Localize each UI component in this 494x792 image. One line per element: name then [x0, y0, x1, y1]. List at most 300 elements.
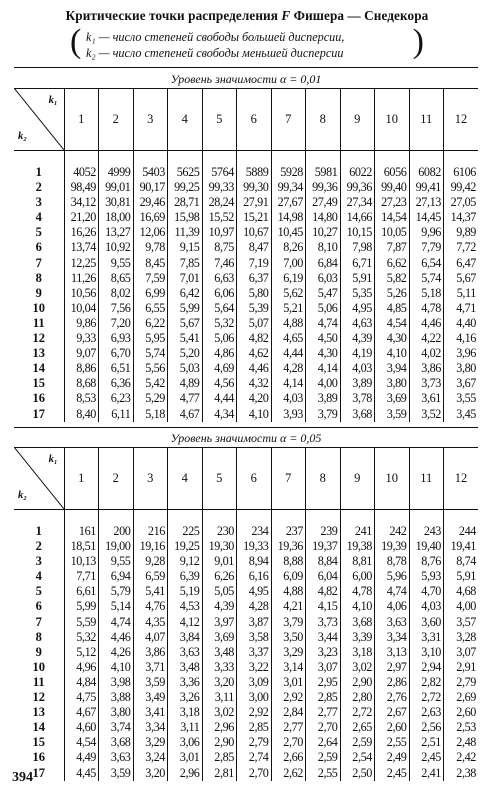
- critical-value: 4052: [64, 165, 99, 180]
- critical-value: 2,64: [306, 735, 341, 750]
- critical-value: 29,46: [133, 195, 168, 210]
- table-row: [14, 524, 478, 539]
- critical-value: 3,02: [340, 660, 375, 675]
- critical-value: 18,51: [64, 539, 99, 554]
- column-header: 8: [306, 88, 341, 151]
- critical-value: 8,02: [99, 286, 134, 301]
- critical-value: 4,78: [340, 584, 375, 599]
- critical-value: 8,75: [202, 240, 237, 255]
- critical-value: 2,85: [202, 750, 237, 765]
- critical-value: 6,36: [99, 376, 134, 391]
- significance-level-2: Уровень значимости α = 0,05: [170, 431, 322, 445]
- critical-value: 6,94: [99, 569, 134, 584]
- table-row: [14, 569, 478, 584]
- critical-value: 14,37: [444, 210, 479, 225]
- critical-value: 5,05: [202, 584, 237, 599]
- critical-value: 4,60: [64, 720, 99, 735]
- critical-value: 6,22: [133, 316, 168, 331]
- critical-value: 9,01: [202, 554, 237, 569]
- critical-value: 2,59: [340, 735, 375, 750]
- table-alpha-005: [14, 447, 478, 781]
- critical-value: 4,76: [133, 599, 168, 614]
- critical-value: 99,33: [202, 180, 237, 195]
- critical-value: 5625: [168, 165, 203, 180]
- column-header: 3: [133, 88, 168, 151]
- critical-value: 3,69: [375, 391, 410, 406]
- critical-value: 4,03: [340, 361, 375, 376]
- critical-value: 3,02: [202, 705, 237, 720]
- critical-value: 3,01: [168, 750, 203, 765]
- critical-value: 4,30: [375, 331, 410, 346]
- critical-value: 34,12: [64, 195, 99, 210]
- critical-value: 19,25: [168, 539, 203, 554]
- critical-value: 3,59: [375, 407, 410, 422]
- k2-value: 6: [35, 240, 42, 255]
- critical-value: 2,62: [271, 766, 306, 781]
- critical-value: 27,34: [340, 195, 375, 210]
- critical-value: 19,36: [271, 539, 306, 554]
- critical-value: 3,20: [202, 675, 237, 690]
- critical-value: 8,45: [133, 256, 168, 271]
- critical-value: 16,26: [64, 225, 99, 240]
- critical-value: 2,96: [202, 720, 237, 735]
- critical-value: 244: [444, 524, 479, 539]
- k2-value: 12: [32, 331, 45, 346]
- critical-value: 4,89: [168, 376, 203, 391]
- critical-value: 27,67: [271, 195, 306, 210]
- critical-value: 3,29: [271, 645, 306, 660]
- critical-value: 4,39: [202, 599, 237, 614]
- table-row: [14, 225, 478, 240]
- critical-value: 3,44: [306, 630, 341, 645]
- critical-value: 8,84: [306, 554, 341, 569]
- critical-value: 7,00: [271, 256, 306, 271]
- critical-value: 4,86: [202, 346, 237, 361]
- critical-value: 9,15: [168, 240, 203, 255]
- critical-value: 2,85: [237, 720, 272, 735]
- critical-value: 5,56: [133, 361, 168, 376]
- critical-value: 7,98: [340, 240, 375, 255]
- critical-value: 6,59: [133, 569, 168, 584]
- critical-value: 5,03: [168, 361, 203, 376]
- critical-value: 2,51: [409, 735, 444, 750]
- k2-value: 8: [35, 629, 42, 644]
- critical-value: 2,79: [444, 675, 479, 690]
- critical-value: 99,34: [271, 180, 306, 195]
- critical-value: 5,41: [168, 331, 203, 346]
- critical-value: 3,67: [444, 376, 479, 391]
- table-row: [14, 165, 478, 180]
- critical-value: 4,19: [340, 346, 375, 361]
- spacer-cell: [409, 151, 444, 166]
- k2-value: 15: [32, 376, 45, 391]
- critical-value: 12,06: [133, 225, 168, 240]
- critical-value: 2,77: [306, 705, 341, 720]
- critical-value: 9,07: [64, 346, 99, 361]
- critical-value: 2,77: [271, 720, 306, 735]
- critical-value: 4,10: [375, 346, 410, 361]
- table-row: [14, 690, 478, 705]
- critical-value: 3,79: [306, 407, 341, 422]
- table-row: [14, 240, 478, 255]
- critical-value: 4,40: [444, 316, 479, 331]
- critical-value: 3,89: [306, 391, 341, 406]
- critical-value: 3,28: [444, 630, 479, 645]
- critical-value: 4,63: [340, 316, 375, 331]
- critical-value: 3,58: [237, 630, 272, 645]
- critical-value: 19,30: [202, 539, 237, 554]
- spacer-cell: [306, 151, 341, 166]
- column-header: 1: [64, 447, 99, 510]
- k1-label: k₁: [48, 454, 58, 465]
- table-row: [14, 539, 478, 554]
- table-row: [14, 376, 478, 391]
- critical-value: 15,98: [168, 210, 203, 225]
- critical-value: 3,45: [444, 407, 479, 422]
- critical-value: 2,45: [409, 750, 444, 765]
- critical-value: 3,06: [168, 735, 203, 750]
- critical-value: 3,97: [202, 615, 237, 630]
- spacer-cell: [133, 151, 168, 166]
- k2-value: 12: [32, 690, 45, 705]
- critical-value: 28,71: [168, 195, 203, 210]
- critical-value: 8,68: [64, 376, 99, 391]
- critical-value: 99,40: [375, 180, 410, 195]
- critical-value: 13,74: [64, 240, 99, 255]
- critical-value: 4,03: [409, 599, 444, 614]
- critical-value: 8,86: [64, 361, 99, 376]
- critical-value: 2,38: [444, 766, 479, 781]
- table-row: [14, 660, 478, 675]
- critical-value: 90,17: [133, 180, 168, 195]
- critical-value: 10,15: [340, 225, 375, 240]
- critical-value: 7,87: [375, 240, 410, 255]
- critical-value: 161: [64, 524, 99, 539]
- critical-value: 9,33: [64, 331, 99, 346]
- critical-value: 3,52: [409, 407, 444, 422]
- critical-value: 2,53: [444, 720, 479, 735]
- critical-value: 10,67: [237, 225, 272, 240]
- spacer-cell: [168, 151, 203, 166]
- critical-value: 3,93: [271, 407, 306, 422]
- critical-value: 4,10: [340, 599, 375, 614]
- critical-value: 3,39: [340, 630, 375, 645]
- critical-value: 2,55: [306, 766, 341, 781]
- critical-value: 2,67: [375, 705, 410, 720]
- critical-value: 3,24: [133, 750, 168, 765]
- critical-value: 4,67: [64, 705, 99, 720]
- critical-value: 4,74: [375, 584, 410, 599]
- table-row: [14, 599, 478, 614]
- critical-value: 4,44: [271, 346, 306, 361]
- critical-value: 3,78: [340, 391, 375, 406]
- table-row: [14, 195, 478, 210]
- column-header: 5: [202, 447, 237, 510]
- critical-value: 6,04: [306, 569, 341, 584]
- critical-value: 3,80: [375, 376, 410, 391]
- table-row: [14, 301, 478, 316]
- table-row: [14, 391, 478, 406]
- spacer-cell: [375, 151, 410, 166]
- critical-value: 27,05: [444, 195, 479, 210]
- critical-value: 99,36: [306, 180, 341, 195]
- k2-value: 17: [32, 765, 45, 780]
- critical-value: 4,46: [237, 361, 272, 376]
- critical-value: 4,30: [306, 346, 341, 361]
- critical-value: 12,25: [64, 256, 99, 271]
- critical-value: 3,80: [99, 705, 134, 720]
- critical-value: 3,00: [237, 690, 272, 705]
- critical-value: 4,26: [99, 645, 134, 660]
- k2-value: 5: [35, 584, 42, 599]
- critical-value: 5,95: [133, 331, 168, 346]
- critical-value: 4,82: [237, 331, 272, 346]
- critical-value: 3,34: [133, 720, 168, 735]
- critical-value: 3,96: [444, 346, 479, 361]
- table-row: [14, 750, 478, 765]
- critical-value: 4,70: [409, 584, 444, 599]
- k1-label: k₁: [48, 95, 58, 106]
- critical-value: 6,63: [202, 271, 237, 286]
- critical-value: 4,95: [237, 584, 272, 599]
- critical-value: 4,74: [306, 316, 341, 331]
- table-row: [14, 346, 478, 361]
- critical-value: 3,07: [444, 645, 479, 660]
- column-header: 2: [99, 447, 134, 510]
- critical-value: 3,57: [444, 615, 479, 630]
- critical-value: 4,00: [444, 599, 479, 614]
- critical-value: 8,26: [271, 240, 306, 255]
- k2-value: 6: [35, 599, 42, 614]
- k2-value: 3: [35, 195, 42, 210]
- critical-value: 2,82: [409, 675, 444, 690]
- spacer-cell: [271, 510, 306, 525]
- critical-value: 21,20: [64, 210, 99, 225]
- column-header: 6: [237, 88, 272, 151]
- critical-value: 9,78: [133, 240, 168, 255]
- critical-value: 4,45: [64, 766, 99, 781]
- critical-value: 15,52: [202, 210, 237, 225]
- table-row: [14, 331, 478, 346]
- critical-value: 3,61: [409, 391, 444, 406]
- critical-value: 4,56: [202, 376, 237, 391]
- critical-value: 3,13: [375, 645, 410, 660]
- critical-value: 5,18: [409, 286, 444, 301]
- critical-value: 27,23: [375, 195, 410, 210]
- note-k1: k₁ — число степеней свободы большей дисперсии,: [86, 30, 345, 44]
- critical-value: 3,88: [99, 690, 134, 705]
- column-header: 5: [202, 88, 237, 151]
- k2-label: k₂: [18, 131, 27, 142]
- critical-value: 2,92: [237, 705, 272, 720]
- critical-value: 2,50: [340, 766, 375, 781]
- critical-value: 5,20: [168, 346, 203, 361]
- critical-value: 3,18: [168, 705, 203, 720]
- critical-value: 11,39: [168, 225, 203, 240]
- critical-value: 8,47: [237, 240, 272, 255]
- critical-value: 5,29: [133, 391, 168, 406]
- critical-value: 99,36: [340, 180, 375, 195]
- critical-value: 4,88: [271, 316, 306, 331]
- critical-value: 4,68: [444, 584, 479, 599]
- critical-value: 4,96: [64, 660, 99, 675]
- critical-value: 19,40: [409, 539, 444, 554]
- critical-value: 10,13: [64, 554, 99, 569]
- critical-value: 3,89: [340, 376, 375, 391]
- critical-value: 4,69: [202, 361, 237, 376]
- critical-value: 6,26: [202, 569, 237, 584]
- critical-value: 3,79: [271, 615, 306, 630]
- critical-value: 3,98: [99, 675, 134, 690]
- critical-value: 4,85: [375, 301, 410, 316]
- critical-value: 2,94: [409, 660, 444, 675]
- critical-value: 19,37: [306, 539, 341, 554]
- critical-value: 6,70: [99, 346, 134, 361]
- title-text-end: Фишера — Снедекора: [290, 8, 429, 23]
- critical-value: 4,22: [409, 331, 444, 346]
- critical-value: 3,33: [202, 660, 237, 675]
- critical-value: 8,88: [271, 554, 306, 569]
- critical-value: 9,86: [64, 316, 99, 331]
- critical-value: 5403: [133, 165, 168, 180]
- critical-value: 6,06: [202, 286, 237, 301]
- critical-value: 3,68: [340, 615, 375, 630]
- critical-value: 3,48: [202, 645, 237, 660]
- critical-value: 14,45: [409, 210, 444, 225]
- critical-value: 9,96: [409, 225, 444, 240]
- critical-value: 3,55: [444, 391, 479, 406]
- critical-value: 5,14: [99, 599, 134, 614]
- critical-value: 6,54: [409, 256, 444, 271]
- critical-value: 14,54: [375, 210, 410, 225]
- spacer-cell: [64, 151, 99, 166]
- table-row: [14, 645, 478, 660]
- k2-value: 8: [35, 270, 42, 285]
- critical-value: 2,80: [340, 690, 375, 705]
- critical-value: 5928: [271, 165, 306, 180]
- critical-value: 5,32: [202, 316, 237, 331]
- critical-value: 2,48: [444, 735, 479, 750]
- column-header: 1: [64, 88, 99, 151]
- critical-value: 3,84: [168, 630, 203, 645]
- degrees-of-freedom-note: [70, 23, 424, 64]
- critical-value: 237: [271, 524, 306, 539]
- critical-value: 7,46: [202, 256, 237, 271]
- critical-value: 9,12: [168, 554, 203, 569]
- k2-value: 10: [32, 659, 45, 674]
- critical-value: 4,67: [168, 407, 203, 422]
- critical-value: 7,79: [409, 240, 444, 255]
- critical-value: 3,63: [168, 645, 203, 660]
- critical-value: 2,41: [409, 766, 444, 781]
- spacer-cell: [444, 510, 479, 525]
- critical-value: 2,63: [409, 705, 444, 720]
- critical-value: 4,28: [271, 361, 306, 376]
- table-row: [14, 615, 478, 630]
- critical-value: 4,54: [375, 316, 410, 331]
- table-row: [14, 630, 478, 645]
- critical-value: 4,16: [444, 331, 479, 346]
- critical-value: 243: [409, 524, 444, 539]
- critical-value: 5,21: [271, 301, 306, 316]
- critical-value: 9,89: [444, 225, 479, 240]
- critical-value: 99,30: [237, 180, 272, 195]
- table-row: [14, 720, 478, 735]
- critical-value: 3,20: [133, 766, 168, 781]
- column-header: 11: [409, 88, 444, 151]
- critical-value: 27,49: [306, 195, 341, 210]
- k2-value: 7: [35, 255, 42, 270]
- critical-value: 5,74: [409, 271, 444, 286]
- table-alpha-001: [14, 88, 478, 422]
- table-row: [14, 316, 478, 331]
- column-header: 10: [375, 447, 410, 510]
- critical-value: 4,06: [375, 599, 410, 614]
- critical-value: 4,20: [237, 391, 272, 406]
- critical-value: 4,78: [409, 301, 444, 316]
- critical-value: 2,56: [409, 720, 444, 735]
- k2-value: 10: [32, 300, 45, 315]
- spacer-cell: [340, 151, 375, 166]
- spacer-cell: [99, 151, 134, 166]
- spacer-cell: [202, 151, 237, 166]
- table-row: [14, 766, 478, 781]
- critical-value: 10,05: [375, 225, 410, 240]
- k2-value: 13: [32, 346, 45, 361]
- spacer-cell: [375, 510, 410, 525]
- critical-value: 19,38: [340, 539, 375, 554]
- critical-value: 99,01: [99, 180, 134, 195]
- critical-value: 6,00: [340, 569, 375, 584]
- critical-value: 2,66: [271, 750, 306, 765]
- critical-value: 7,71: [64, 569, 99, 584]
- critical-value: 5,93: [409, 569, 444, 584]
- critical-value: 4,21: [271, 599, 306, 614]
- spacer-cell: [14, 151, 64, 166]
- critical-value: 5,91: [444, 569, 479, 584]
- critical-value: 2,97: [375, 660, 410, 675]
- critical-value: 6022: [340, 165, 375, 180]
- critical-value: 11,26: [64, 271, 99, 286]
- critical-value: 27,13: [409, 195, 444, 210]
- critical-value: 4,75: [64, 690, 99, 705]
- critical-value: 27,91: [237, 195, 272, 210]
- critical-value: 99,42: [444, 180, 479, 195]
- spacer-cell: [64, 510, 99, 525]
- column-header: 12: [444, 447, 479, 510]
- critical-value: 4,14: [306, 361, 341, 376]
- critical-value: 239: [306, 524, 341, 539]
- critical-value: 3,31: [409, 630, 444, 645]
- critical-value: 6,51: [99, 361, 134, 376]
- critical-value: 5,67: [168, 316, 203, 331]
- critical-value: 234: [237, 524, 272, 539]
- critical-value: 3,49: [133, 690, 168, 705]
- critical-value: 3,69: [202, 630, 237, 645]
- critical-value: 4,44: [202, 391, 237, 406]
- critical-value: 3,74: [99, 720, 134, 735]
- critical-value: 3,34: [375, 630, 410, 645]
- critical-value: 5,19: [168, 584, 203, 599]
- k2-value: 4: [35, 210, 42, 225]
- divider: [14, 67, 478, 68]
- critical-value: 242: [375, 524, 410, 539]
- critical-value: 6,23: [99, 391, 134, 406]
- critical-value: 10,04: [64, 301, 99, 316]
- table-row: [14, 256, 478, 271]
- critical-value: 2,76: [375, 690, 410, 705]
- critical-value: 2,90: [340, 675, 375, 690]
